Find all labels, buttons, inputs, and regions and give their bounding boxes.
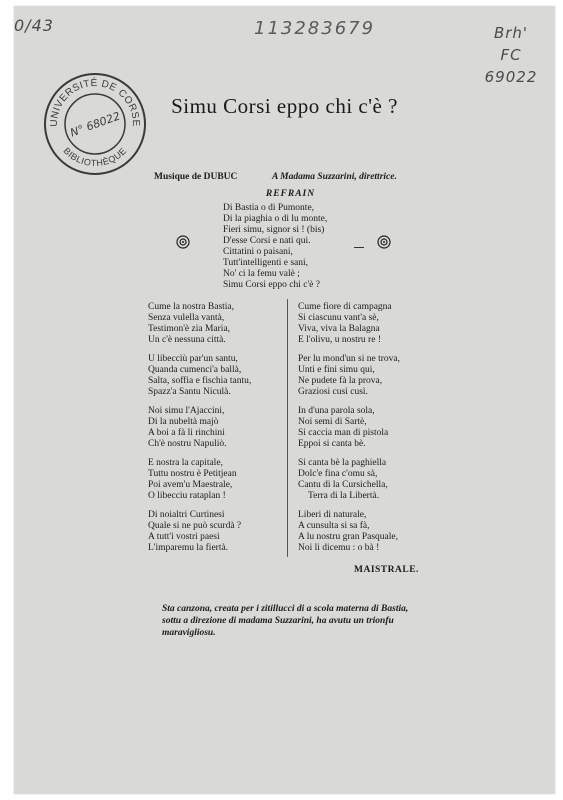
verse-line: Poi avem'u Maestrale, xyxy=(148,480,233,490)
verse-line: Noi simu l'Ajaccini, xyxy=(148,406,225,416)
stanza xyxy=(298,458,448,502)
library-stamp-icon xyxy=(41,70,149,178)
refrain-line: Tutt'intelligenti e sani, xyxy=(223,258,309,268)
stanza xyxy=(148,406,288,450)
verse-line: Si canta bè la paghiella xyxy=(298,458,387,468)
stamp-number: N° 68022 xyxy=(68,109,122,140)
verse-line: Si caccia man di pistola xyxy=(298,428,389,438)
verse-line: Terra di la Libertà. xyxy=(308,491,380,501)
verse-line: Di noialtri Curtinesi xyxy=(148,510,225,520)
verses-right-column xyxy=(298,302,448,562)
verse-line: Spazz'a Santu Niculà. xyxy=(148,387,231,397)
refrain-heading: REFRAIN xyxy=(265,189,316,199)
dedication: A Madama Suzzarini, direttrice. xyxy=(272,172,397,182)
stanza xyxy=(148,354,288,398)
verse-line: Cume la nostra Bastia, xyxy=(148,302,235,312)
refrain-line: Di la piaghia o di lu monte, xyxy=(223,214,328,224)
verse-line: Quanda cumenci'a ballà, xyxy=(148,365,242,375)
verse-line: A tutt'i vostri paesi xyxy=(148,532,220,542)
verse-line: Cume fiore di campagna xyxy=(298,302,392,312)
verse-line: Quale si ne può scurdà ? xyxy=(148,521,242,531)
refrain-line: D'esse Corsi e nati qui. xyxy=(223,236,311,246)
stamp-ring-bottom-text: BIBLIOTHÈQUE xyxy=(61,145,129,169)
footnote: Sta canzona, creata per i zitillucci di a scola materna di Bastia, sottu a direzione di madama Suzzarini, ha avutu un trionfu maravigliosu. xyxy=(162,604,409,638)
decorative-ornament-icon xyxy=(377,235,391,249)
stamp-ring-top-text: UNIVERSITÉ DE CORSE xyxy=(48,77,142,127)
refrain-line: Di Bastia o di Pumonte, xyxy=(223,203,315,213)
refrain-line: Simu Corsi eppo chi c'è ? xyxy=(223,280,320,290)
verse-line: In d'una parola sola, xyxy=(298,406,375,416)
verse-line: Un c'è nessuna città. xyxy=(148,335,226,345)
verse-line: Eppoi si canta bè. xyxy=(298,439,366,449)
stanza xyxy=(298,510,448,554)
verse-line: A lu nostru gran Pasquale, xyxy=(298,532,399,542)
verse-line: Graziosi cusì cusì. xyxy=(298,387,368,397)
verse-line: Senza vulella vantà, xyxy=(148,313,225,323)
verse-line: Si ciascunu vant'a sè, xyxy=(298,313,379,323)
verse-line: Viva, viva la Balagna xyxy=(298,324,380,334)
shelfmark-line: 69022 xyxy=(484,68,538,86)
verse-line: Unti e fini simu qui, xyxy=(298,365,375,375)
stanza xyxy=(148,510,288,554)
refrain-line: Cittatini o paisani, xyxy=(223,247,293,257)
stanza xyxy=(298,354,448,398)
refrain-block xyxy=(223,203,327,291)
page-title: Simu Corsi eppo chi c'è ? xyxy=(171,94,398,118)
verse-line: Cantu di la Cursichella, xyxy=(298,480,388,490)
decorative-dash xyxy=(354,247,364,248)
verse-line: A cunsulta si sa fà, xyxy=(298,521,370,531)
handwritten-catalog-number: 113283679 xyxy=(254,18,376,39)
verse-line: E l'olivu, u nostru re ! xyxy=(298,335,381,345)
verse-line: A boi a fà li rinchini xyxy=(148,428,225,438)
verse-line: Noi li dicemu : o bà ! xyxy=(298,543,380,553)
handwritten-shelfmark xyxy=(476,22,546,88)
verse-line: Di la nubeltà majò xyxy=(148,417,219,427)
verse-line: Per lu mond'un si ne trova, xyxy=(298,354,400,364)
author-signature: MAISTRALE. xyxy=(354,565,419,575)
verse-line: Dolc'e fina c'omu sà, xyxy=(298,469,378,479)
verse-line: Noi semi di Sartè, xyxy=(298,417,367,427)
verse-line: Ch'è nostru Napuliò. xyxy=(148,439,227,449)
verse-line: L'imparemu la fiertà. xyxy=(148,543,229,553)
verse-line: Ne pudete fà la prova, xyxy=(298,376,383,386)
stanza xyxy=(298,302,448,346)
verses-left-column xyxy=(148,302,288,562)
stanza xyxy=(298,406,448,450)
decorative-ornament-icon xyxy=(176,235,190,249)
document-page xyxy=(14,6,555,794)
verse-line: U libeccìù par'un santu, xyxy=(148,354,238,364)
verse-line: Testimon'è zia Maria, xyxy=(148,324,231,334)
verse-line: Tuttu nostru è Petitjean xyxy=(148,469,237,479)
composer-credit: Musique de DUBUC xyxy=(154,172,238,182)
handwritten-note-top-left: 0/43 xyxy=(14,16,54,35)
verse-line: E nostra la capitale, xyxy=(148,458,223,468)
verse-line: Salta, soffia e fischia tantu, xyxy=(148,376,252,386)
shelfmark-line: FC xyxy=(500,46,522,64)
verse-line: Liberi di naturale, xyxy=(298,510,367,520)
stanza xyxy=(148,458,288,502)
refrain-line: Fieri simu, signor si ! (bis) xyxy=(223,225,325,235)
shelfmark-line: Brh' xyxy=(493,24,529,42)
stanza xyxy=(148,302,288,346)
verse-line: O libecciu rataplan ! xyxy=(148,491,226,501)
refrain-line: No' ci la femu valè ; xyxy=(223,269,300,279)
